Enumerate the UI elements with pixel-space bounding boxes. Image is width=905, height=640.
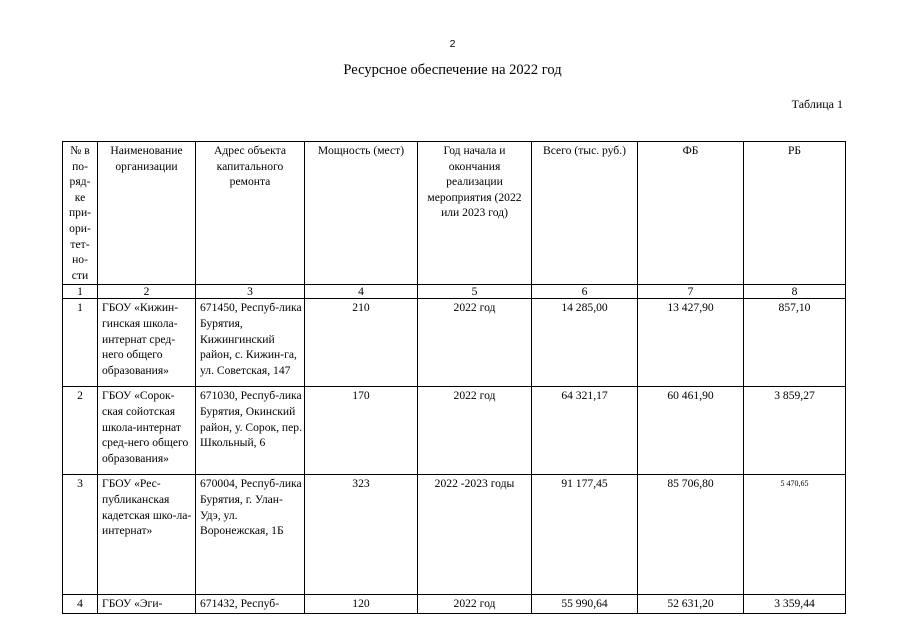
header-fb: ФБ — [638, 142, 744, 285]
table-row — [63, 475, 846, 595]
cell-years: 2022 год — [418, 595, 532, 614]
cell-address: 671432, Респуб- — [196, 595, 305, 614]
column-number: 4 — [305, 285, 418, 299]
cell-num: 4 — [63, 595, 98, 614]
column-number: 2 — [98, 285, 196, 299]
column-number: 8 — [744, 285, 846, 299]
cell-organization: ГБОУ «Сорок-ская сойотская школа-интернат сред-него общего образования» — [98, 387, 196, 475]
table-row — [63, 299, 846, 387]
column-number-row — [63, 285, 846, 299]
cell-capacity: 170 — [305, 387, 418, 475]
column-number: 1 — [63, 285, 98, 299]
column-number: 5 — [418, 285, 532, 299]
table-label: Таблица 1 — [791, 97, 843, 111]
cell-capacity: 323 — [305, 475, 418, 595]
header-years: Год начала и окончания реализации мероприятия (2022 или 2023 год) — [418, 142, 532, 285]
cell-address: 670004, Респуб-лика Бурятия, г. Улан-Удэ, ул. Воронежская, 1Б — [196, 475, 305, 595]
header-priority: № в по-ряд-ке при-ори-тет-но-сти — [63, 142, 98, 285]
column-number: 7 — [638, 285, 744, 299]
cell-address: 671030, Респуб-лика Бурятия, Окинский район, у. Сорок, пер. Школьный, 6 — [196, 387, 305, 475]
cell-num: 3 — [63, 475, 98, 595]
cell-fb: 13 427,90 — [638, 299, 744, 387]
cell-years: 2022 год — [418, 299, 532, 387]
cell-organization: ГБОУ «Кижин-гинская школа-интернат сред-него общего образования» — [98, 299, 196, 387]
cell-rb: 3 859,27 — [744, 387, 846, 475]
cell-total: 64 321,17 — [532, 387, 638, 475]
header-row — [63, 142, 846, 285]
header-rb: РБ — [744, 142, 846, 285]
cell-organization: ГБОУ «Эги- — [98, 595, 196, 614]
cell-fb: 52 631,20 — [638, 595, 744, 614]
column-number: 3 — [196, 285, 305, 299]
cell-total: 55 990,64 — [532, 595, 638, 614]
document-title: Ресурсное обеспечение на 2022 год — [343, 62, 562, 78]
resource-table — [62, 141, 846, 614]
cell-capacity: 120 — [305, 595, 418, 614]
cell-fb: 85 706,80 — [638, 475, 744, 595]
table-row — [63, 595, 846, 614]
cell-fb: 60 461,90 — [638, 387, 744, 475]
header-organization: Наименование организации — [98, 142, 196, 285]
cell-address: 671450, Респуб-лика Бурятия, Кижингинский район, с. Кижин-га, ул. Советская, 147 — [196, 299, 305, 387]
cell-years: 2022 -2023 годы — [418, 475, 532, 595]
cell-total: 14 285,00 — [532, 299, 638, 387]
cell-num: 1 — [63, 299, 98, 387]
table-row — [63, 387, 846, 475]
cell-rb: 5 470,65 — [744, 475, 846, 595]
header-address: Адрес объекта капитального ремонта — [196, 142, 305, 285]
cell-organization: ГБОУ «Рес-публиканская кадетская шко-ла-интернат» — [98, 475, 196, 595]
cell-rb: 857,10 — [744, 299, 846, 387]
cell-num: 2 — [63, 387, 98, 475]
header-total: Всего (тыс. руб.) — [532, 142, 638, 285]
cell-years: 2022 год — [418, 387, 532, 475]
cell-capacity: 210 — [305, 299, 418, 387]
header-capacity: Мощность (мест) — [305, 142, 418, 285]
page-number: 2 — [449, 38, 456, 50]
cell-rb: 3 359,44 — [744, 595, 846, 614]
column-number: 6 — [532, 285, 638, 299]
cell-total: 91 177,45 — [532, 475, 638, 595]
